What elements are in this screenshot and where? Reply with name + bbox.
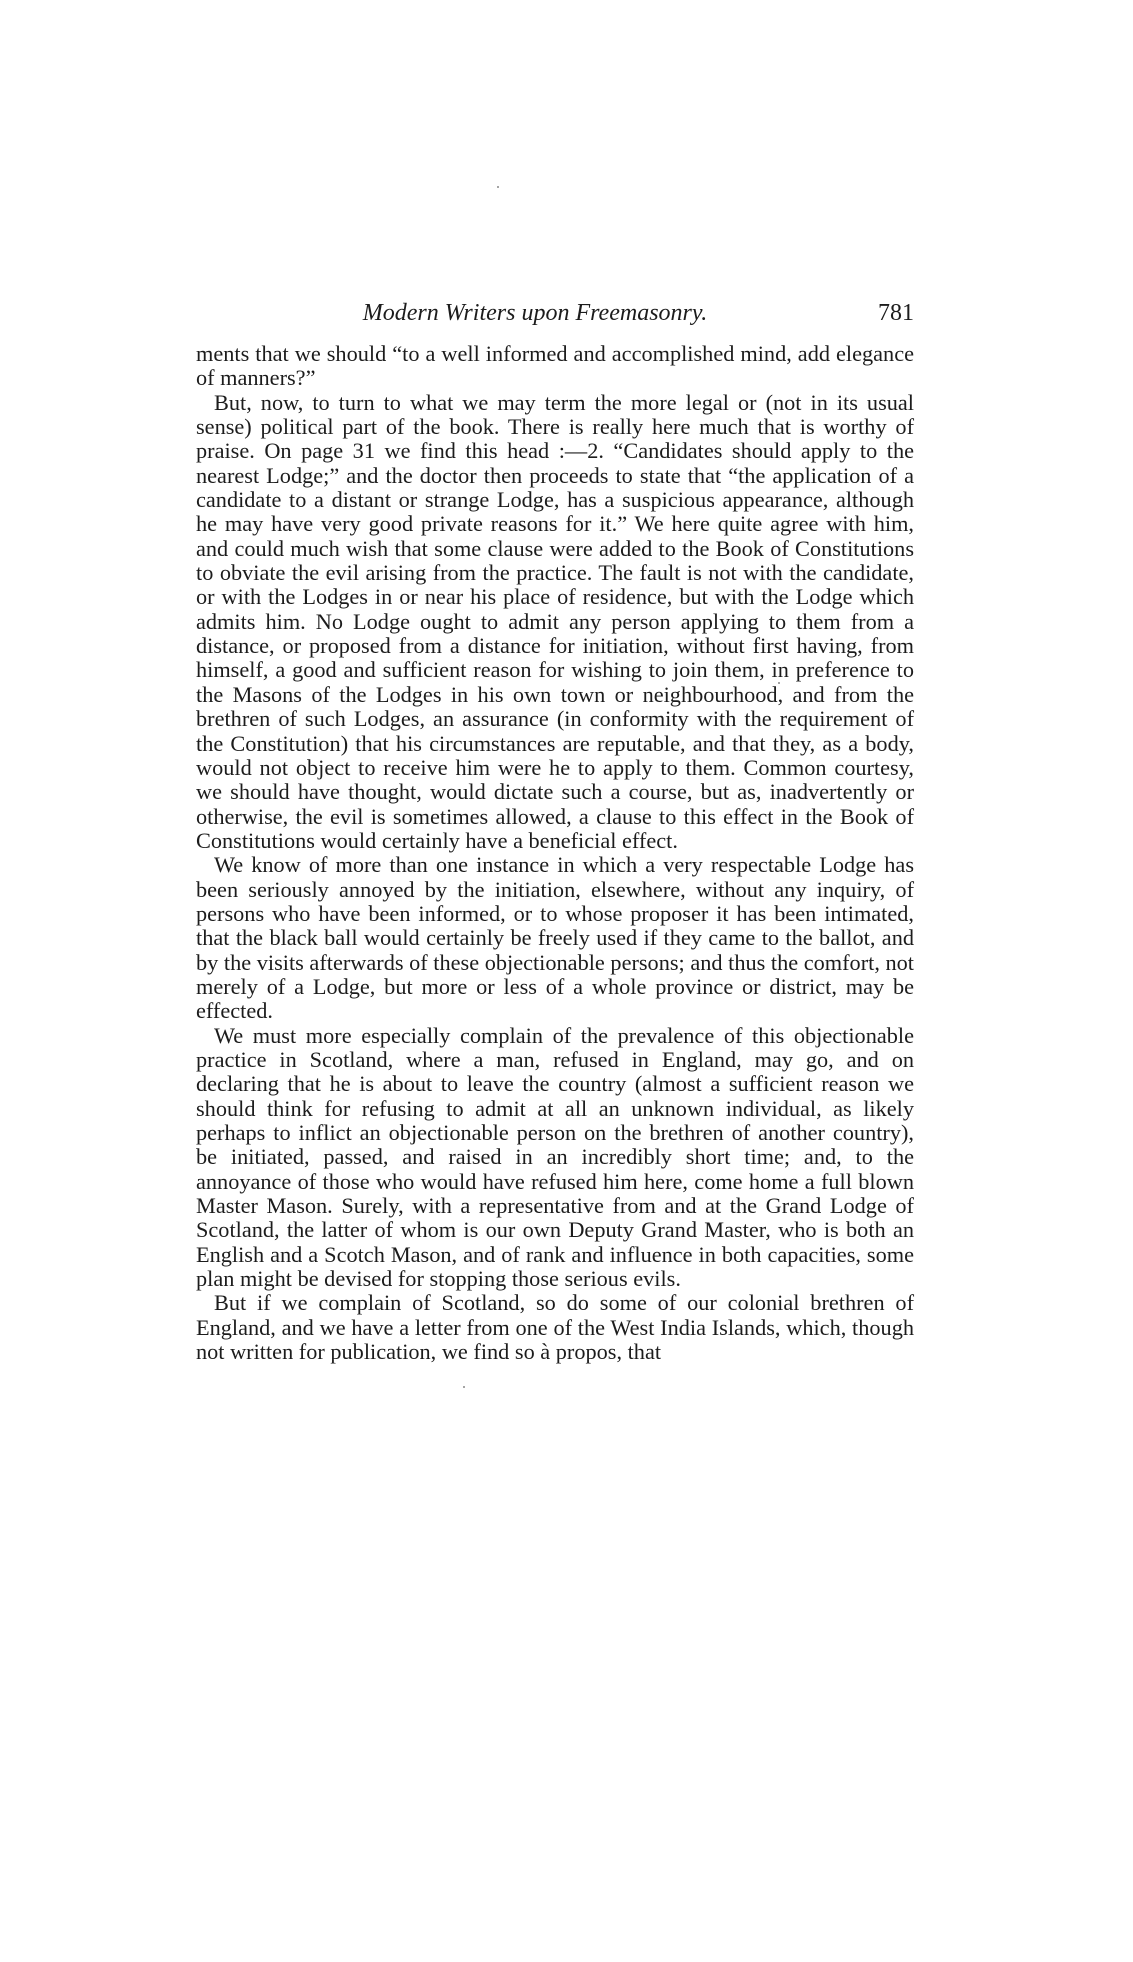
body-text: [196, 342, 914, 1364]
paragraph: ments that we should “to a well informed and accomplished mind, add elegance of manners?”: [196, 341, 914, 391]
paragraph: But, now, to turn to what we may term the more legal or (not in its usual sense) political part of the book. There is really here much that is worthy of praise. On page 31 we find this head :—2. “Candidates should apply to the nearest Lodge;” and the doctor then proceeds to state that “the application of a candidate to a distant or strange Lodge, has a suspicious appearance, although he may have very good private reasons for it.” We here quite agree with him, and could much wish that some clause were added to the Book of Constitutions to obviate the evil arising from the practice. The fault is not with the candidate, or with the Lodges in or near his place of residence, but with the Lodge which admits him. No Lodge ought to admit any person applying to them from a distance, or proposed from a distance for initiation, without first having, from himself, a good and sufficient reason for wishing to join them, in preference to the Masons of the Lodges in his own town or neighbourhood, and from the brethren of such Lodges, an assurance (in conformity with the requirement of the Constitution) that his circumstances are reputable, and that they, as a body, would not object to receive him were he to apply to them. Common courtesy, we should have thought, would dictate such a course, but as, inadvertently or otherwise, the evil is sometimes allowed, a clause to this effect in the Book of Constitutions would certainly have a beneficial effect.: [196, 389, 914, 853]
page-number: 781: [878, 300, 914, 326]
paragraph: We must more especially complain of the prevalence of this objectionable practice in Scotland, where a man, refused in England, may go, and on declaring that he is about to leave the country (almost a sufficient reason we should think for refusing to admit at all an unknown individual, as likely perhaps to inflict an objectionable person on the brethren of another country), be initiated, passed, and raised in an incredibly short time; and, to the annoyance of those who would have refused him here, come home a full blown Master Mason. Surely, with a representative from and at the Grand Lodge of Scotland, the latter of whom is our own Deputy Grand Master, who is both an English and a Scotch Mason, and of rank and influence in both capacities, some plan might be devised for stopping those serious evils.: [196, 1022, 914, 1292]
page-speck: [497, 186, 499, 188]
paragraph: We know of more than one instance in which a very respectable Lodge has been seriously annoyed by the initiation, elsewhere, without any inquiry, of persons who have been informed, or to whose proposer it has been intimated, that the black ball would certainly be freely used if they came to the ballot, and by the visits afterwards of these objectionable persons; and thus the comfort, not merely of a Lodge, but more or less of a whole province or district, may be effected.: [196, 852, 914, 1024]
page-speck: [463, 1386, 465, 1388]
running-title: Modern Writers upon Freemasonry.: [362, 300, 708, 326]
paragraph: But if we complain of Scotland, so do some of our colonial brethren of England, and we have a letter from one of the West India Islands, which, though not written for publication, we find so à propos, that: [196, 1290, 914, 1365]
book-page: [196, 300, 914, 1364]
running-head: [196, 300, 914, 336]
